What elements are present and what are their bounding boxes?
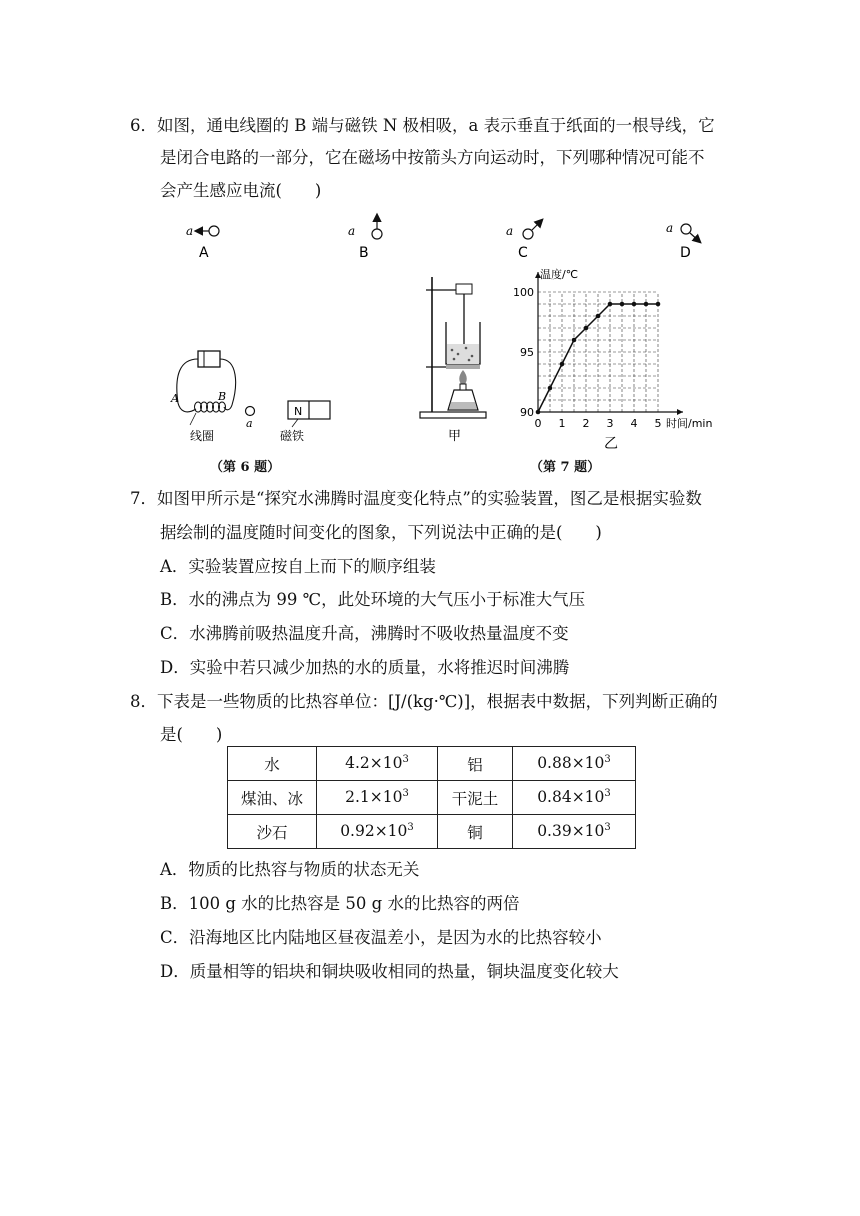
x-axis-arrow xyxy=(677,409,683,415)
q6-line-3: 会产生感应电流( ) xyxy=(160,181,322,200)
y-tick-label: 90 xyxy=(520,406,534,419)
option-a-label: A xyxy=(199,245,209,261)
option-c-figure xyxy=(506,220,542,261)
data-point xyxy=(644,302,649,307)
wire-a-label: a xyxy=(186,224,194,238)
substance-cell: 沙石 xyxy=(228,815,317,849)
wire-circle-a xyxy=(209,226,219,236)
data-point xyxy=(620,302,625,307)
q7-option-b: B．水的沸点为 99 ℃，此处环境的大气压小于标准大气压 xyxy=(160,590,586,609)
table-row xyxy=(228,781,636,815)
q6-line-1: 6．如图，通电线圈的 B 端与磁铁 N 极相吸，a 表示垂直于纸面的一根导线，它 xyxy=(130,116,715,135)
q7-option-d: D．实验中若只减少加热的水的质量，水将推迟时间沸腾 xyxy=(160,658,570,677)
y-tick-label: 100 xyxy=(513,286,534,299)
wire-circle-b xyxy=(372,229,382,239)
table-row xyxy=(228,747,636,781)
q8-option-b: B．100 g 水的比热容是 50 g 水的比热容的两倍 xyxy=(160,894,520,913)
q7-line-2: 据绘制的温度随时间变化的图象，下列说法中正确的是( ) xyxy=(160,523,602,542)
substance-cell: 水 xyxy=(228,747,317,781)
fig-b-label: 乙 xyxy=(604,436,618,452)
q7-option-a: A．实验装置应按自上而下的顺序组装 xyxy=(160,557,436,576)
option-b-label: B xyxy=(359,245,369,261)
table-row xyxy=(228,815,636,849)
q8-option-c: C．沿海地区比内陆地区昼夜温差小，是因为水的比热容较小 xyxy=(160,928,602,947)
substance-cell: 铝 xyxy=(438,747,513,781)
wire-circle-c xyxy=(523,229,533,239)
x-tick-label: 4 xyxy=(630,417,638,430)
y-tick-label: 95 xyxy=(520,346,534,359)
value-cell: $0.88\times 10^3$ xyxy=(513,747,636,781)
option-a-figure xyxy=(186,224,219,261)
data-point xyxy=(584,326,589,331)
option-b-figure xyxy=(348,215,382,261)
fig-a-label: 甲 xyxy=(448,429,462,444)
q7-line-1: 7．如图甲所示是“探究水沸腾时温度变化特点”的实验装置，图乙是根据实验数 xyxy=(130,489,702,508)
substance-cell: 铜 xyxy=(438,815,513,849)
specific-heat-table xyxy=(227,746,636,849)
substance-cell: 煤油、冰 xyxy=(228,781,317,815)
wire-a-circle xyxy=(246,407,255,416)
coil-end-b-label: B xyxy=(218,390,227,403)
wire-a-label-bottom: a xyxy=(246,417,253,430)
data-point xyxy=(656,302,661,307)
q6-line-2: 是闭合电路的一部分，它在磁场中按箭头方向运动时，下列哪种情况可能不 xyxy=(160,148,705,167)
x-tick-label: 5 xyxy=(654,417,662,430)
data-point xyxy=(536,410,541,415)
option-c-label: C xyxy=(518,245,528,261)
x-tick-label: 2 xyxy=(582,417,590,430)
q8-option-d: D．质量相等的铝块和铜块吸收相同的热量，铜块温度变化较大 xyxy=(160,962,619,981)
q7-option-c: C．水沸腾前吸热温度升高，沸腾时不吸收热量温度不变 xyxy=(160,624,569,643)
value-cell: $4.2\times 10^3$ xyxy=(317,747,438,781)
value-cell: $0.84\times 10^3$ xyxy=(513,781,636,815)
q8-line-1: 8．下表是一些物质的比热容单位：[J/(kg·℃)]，根据表中数据，下列判断正确的 xyxy=(130,692,718,711)
data-point xyxy=(596,314,601,319)
option-d-label: D xyxy=(680,245,691,261)
magnet-label: 磁铁 xyxy=(280,429,305,443)
x-tick-label: 1 xyxy=(558,417,566,430)
value-cell: $2.1\times 10^3$ xyxy=(317,781,438,815)
wire-d-label: a xyxy=(666,221,674,235)
q8-option-a: A．物质的比热容与物质的状态无关 xyxy=(160,860,420,879)
wire-c-label: a xyxy=(506,224,514,238)
magnet-pole-label: N xyxy=(294,405,303,418)
value-cell: $0.39\times 10^3$ xyxy=(513,815,636,849)
coil-end-a-label: A xyxy=(171,392,179,405)
data-point xyxy=(608,302,613,307)
data-point xyxy=(548,386,553,391)
substance-cell: 干泥土 xyxy=(438,781,513,815)
q7-temperature-chart xyxy=(508,264,730,454)
data-point xyxy=(560,362,565,367)
option-d-figure xyxy=(666,221,700,261)
data-point xyxy=(572,338,577,343)
q7-caption: （第 7 题） xyxy=(530,460,601,475)
x-tick-label: 3 xyxy=(606,417,614,430)
data-point xyxy=(632,302,637,307)
value-cell: $0.92\times 10^3$ xyxy=(317,815,438,849)
x-axis-label: 时间/min xyxy=(666,417,713,430)
q7-apparatus-figure xyxy=(418,272,493,452)
q6-caption: （第 6 题） xyxy=(210,460,281,475)
q6-coil-magnet-figure xyxy=(168,345,348,450)
coil-label: 线圈 xyxy=(190,429,215,443)
q6-options-figure xyxy=(170,210,730,265)
wire-b-label: a xyxy=(348,224,356,238)
q8-line-2: 是( ) xyxy=(160,725,223,744)
y-axis-label: 温度/℃ xyxy=(540,268,579,281)
wire-circle-d xyxy=(681,224,691,234)
x-tick-label: 0 xyxy=(534,417,542,430)
